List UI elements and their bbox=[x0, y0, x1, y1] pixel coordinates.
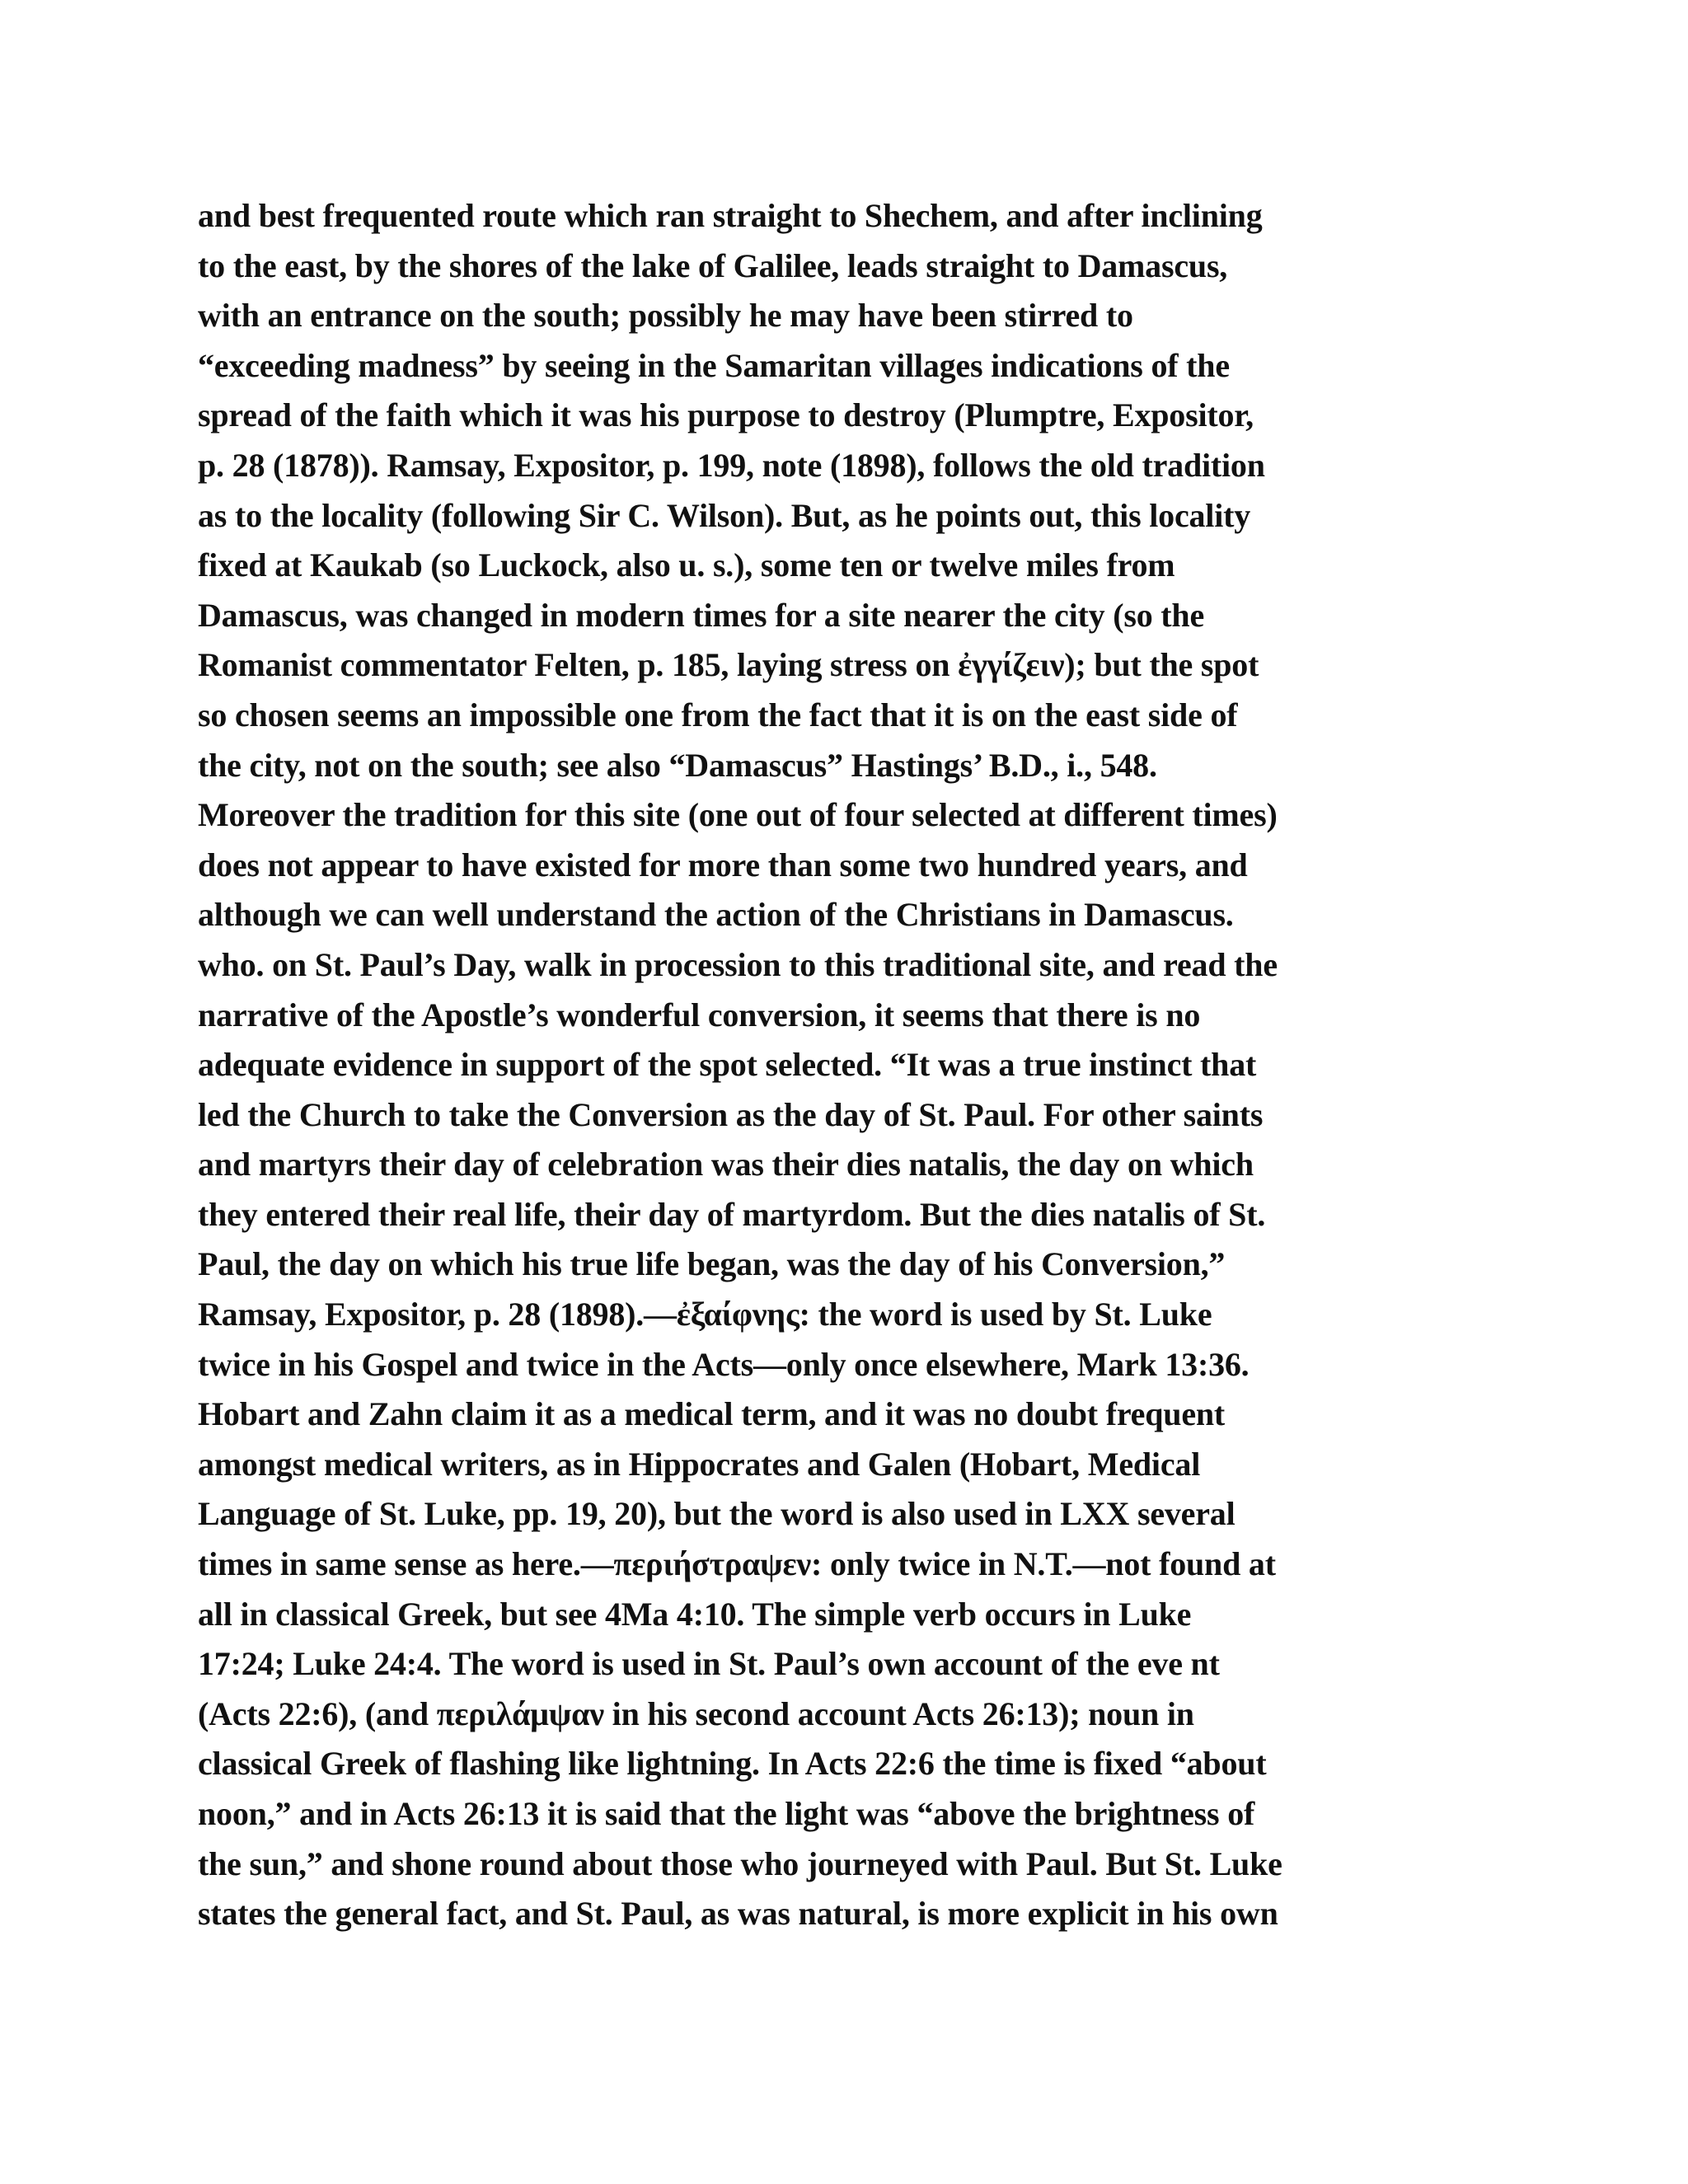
text-line: they entered their real life, their day of martyrdom. But the dies natalis of St. bbox=[198, 1195, 1266, 1233]
text-line: 17:24; Luke 24:4. The word is used in St. Paul’s own account of the eve nt bbox=[198, 1645, 1220, 1683]
text-line: and best frequented route which ran straight to Shechem, and after inclining bbox=[198, 197, 1263, 234]
text-line: who. on St. Paul’s Day, walk in procession to this traditional site, and read the bbox=[198, 945, 1278, 983]
text-line: spread of the faith which it was his purpose to destroy (Plumptre, Expositor, bbox=[198, 396, 1254, 434]
text-line: adequate evidence in support of the spot selected. “It was a true instinct that bbox=[198, 1046, 1257, 1084]
text-line: p. 28 (1878)). Ramsay, Expositor, p. 199, note (1898), follows the old tradition bbox=[198, 446, 1265, 484]
text-line: times in same sense as here.—περιήστραψεν: only twice in N.T.—not found at bbox=[198, 1545, 1276, 1583]
text-line: noon,” and in Acts 26:13 it is said that the light was “above the brightness of bbox=[198, 1795, 1255, 1832]
text-line: the sun,” and shone round about those who journeyed with Paul. But St. Luke bbox=[198, 1844, 1282, 1882]
text-line: all in classical Greek, but see 4Ma 4:10. The simple verb occurs in Luke bbox=[198, 1595, 1192, 1633]
text-line: amongst medical writers, as in Hippocrates and Galen (Hobart, Medical bbox=[198, 1445, 1201, 1483]
text-line: classical Greek of flashing like lightning. In Acts 22:6 the time is fixed “about bbox=[198, 1745, 1267, 1783]
text-line: and martyrs their day of celebration was their dies natalis, the day on which bbox=[198, 1146, 1254, 1183]
text-line: led the Church to take the Conversion as the day of St. Paul. For other saints bbox=[198, 1095, 1264, 1133]
text-line: Language of St. Luke, pp. 19, 20), but the word is also used in LXX several bbox=[198, 1495, 1236, 1533]
text-line: states the general fact, and St. Paul, as was natural, is more explicit in his own bbox=[198, 1895, 1278, 1933]
text-line: “exceeding madness” by seeing in the Samaritan villages indications of the bbox=[198, 346, 1230, 384]
text-line: Moreover the tradition for this site (one out of four selected at different times) bbox=[198, 796, 1278, 834]
text-line: with an entrance on the south; possibly he may have been stirred to bbox=[198, 297, 1133, 335]
text-line: to the east, by the shores of the lake of Galilee, leads straight to Damascus, bbox=[198, 246, 1228, 284]
text-line: so chosen seems an impossible one from the fact that it is on the east side of bbox=[198, 696, 1238, 733]
text-line: although we can well understand the action of the Christians in Damascus. bbox=[198, 896, 1234, 934]
text-line: Hobart and Zahn claim it as a medical term, and it was no doubt frequent bbox=[198, 1395, 1226, 1433]
text-line: as to the locality (following Sir C. Wilson). But, as he points out, this locality bbox=[198, 496, 1251, 534]
text-line: the city, not on the south; see also “Damascus” Hastings’ B.D., i., 548. bbox=[198, 746, 1157, 784]
text-line: Paul, the day on which his true life began, was the day of his Conversion,” bbox=[198, 1245, 1226, 1283]
text-line: Damascus, was changed in modern times for a site nearer the city (so the bbox=[198, 596, 1205, 634]
text-line: fixed at Kaukab (so Luckock, also u. s.), some ten or twelve miles from bbox=[198, 546, 1175, 584]
body-text bbox=[198, 191, 1500, 1939]
text-line: (Acts 22:6), (and περιλάμψαν in his second account Acts 26:13); noun in bbox=[198, 1694, 1194, 1732]
text-line: Ramsay, Expositor, p. 28 (1898).—ἐξαίφνης: the word is used by St. Luke bbox=[198, 1296, 1212, 1333]
text-line: narrative of the Apostle’s wonderful conversion, it seems that there is no bbox=[198, 996, 1201, 1033]
text-line: does not appear to have existed for more than some two hundred years, and bbox=[198, 846, 1248, 883]
text-line: twice in his Gospel and twice in the Acts—only once elsewhere, Mark 13:36. bbox=[198, 1345, 1250, 1383]
text-line: Romanist commentator Felten, p. 185, laying stress on ἐγγίζειν); but the spot bbox=[198, 646, 1259, 684]
